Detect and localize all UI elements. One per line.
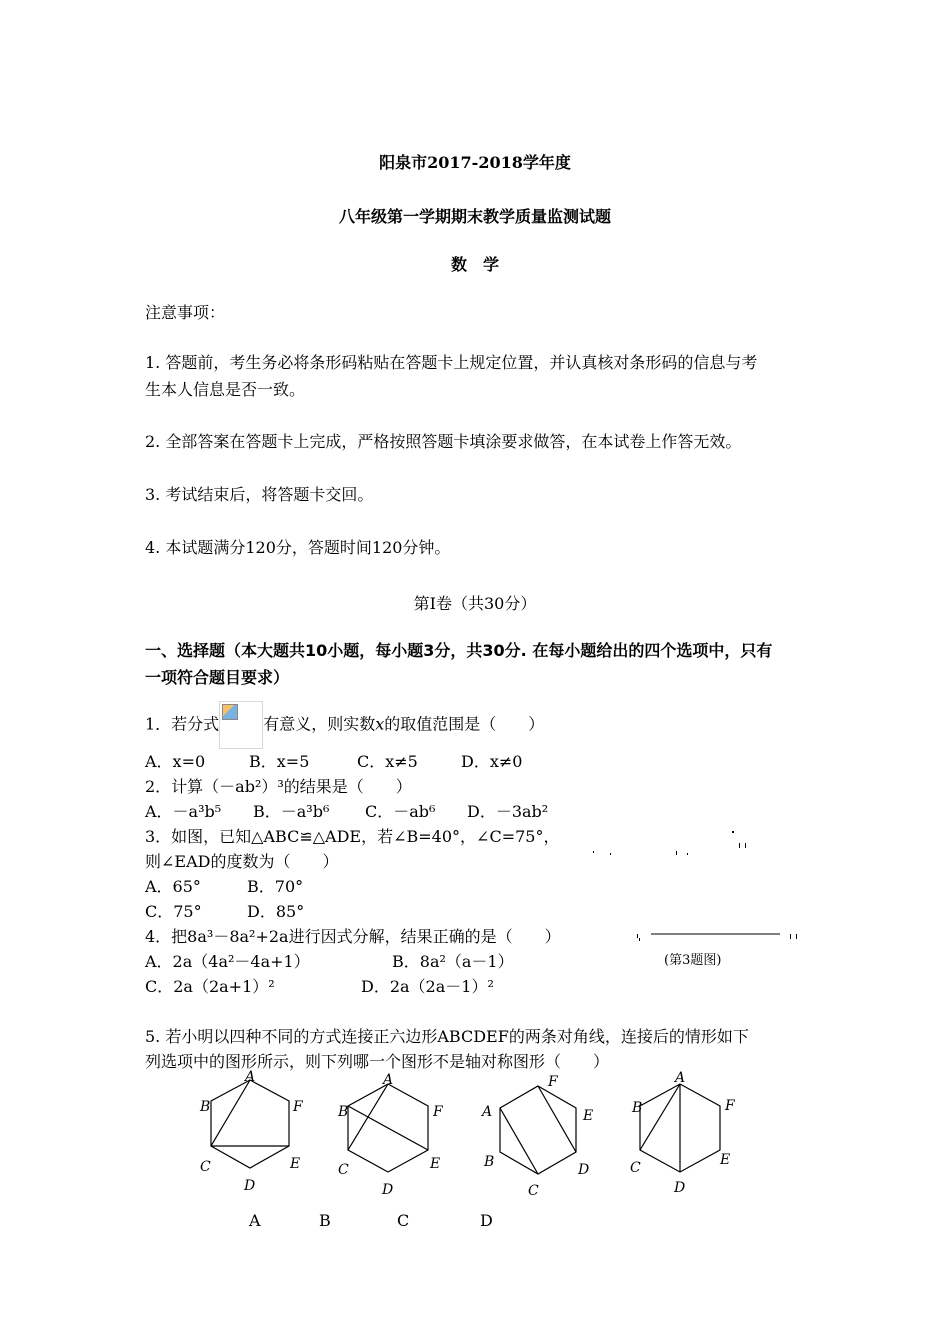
vertex-label: E bbox=[583, 1108, 594, 1124]
q1-option-a: A．x=0 bbox=[145, 752, 206, 771]
q3-option-a: A．65° bbox=[145, 877, 201, 896]
vertex-label: C bbox=[200, 1159, 211, 1175]
vertex-label: B bbox=[632, 1100, 643, 1116]
section-heading-line1: 一、选择题（本大题共10小题，每小题3分，共30分. 在每小题给出的四个选项中，只有 bbox=[145, 641, 773, 660]
q5-stem-a: 5. 若小明以四种不同的方式连接正六边形ABCDEF的两条对角线，连接后的情形如下 bbox=[145, 1027, 749, 1046]
figure-artifact bbox=[732, 831, 734, 833]
q5-option-label-b: B bbox=[319, 1211, 331, 1230]
q2-stem: 2．计算（－ab²）³的结果是（ ） bbox=[145, 777, 412, 796]
vertex-label: D bbox=[674, 1180, 686, 1196]
hexagon-d-diagonal-1 bbox=[640, 1084, 680, 1150]
hexagon-a bbox=[211, 1080, 289, 1168]
q1-option-c: C．x≠5 bbox=[357, 752, 418, 771]
q5-option-label-a: A bbox=[249, 1211, 261, 1230]
notice-item-3: 3. 考试结束后，将答题卡交回。 bbox=[145, 485, 374, 504]
hexagon-figures bbox=[190, 1068, 750, 1198]
vertex-label: C bbox=[528, 1183, 539, 1198]
exam-subject: 数 学 bbox=[450, 255, 499, 274]
q3-option-b: B．70° bbox=[247, 877, 304, 896]
figure-artifact bbox=[610, 853, 611, 855]
vertex-label: D bbox=[382, 1182, 394, 1198]
section-heading-line2: 一项符合题目要求） bbox=[145, 668, 290, 687]
figure-artifact bbox=[739, 843, 740, 848]
q4-option-c: C．2a（2a+1）² bbox=[145, 977, 275, 996]
figure-artifact bbox=[745, 843, 746, 848]
q5-option-label-c: C bbox=[397, 1211, 410, 1230]
vertex-label: E bbox=[430, 1156, 441, 1172]
figure-artifact bbox=[687, 853, 688, 855]
notice-heading: 注意事项： bbox=[145, 303, 226, 322]
q1-option-b: B．x=5 bbox=[249, 752, 310, 771]
q1-prefix: 1．若分式 bbox=[145, 714, 220, 734]
q2-option-d: D．－3ab² bbox=[467, 802, 549, 821]
vertex-label: B bbox=[484, 1154, 495, 1170]
vertex-label: A bbox=[383, 1072, 394, 1088]
notice-item-4: 4. 本试题满分120分，答题时间120分钟。 bbox=[145, 538, 451, 557]
q1-var: x bbox=[375, 714, 385, 734]
part1-title: 第Ⅰ卷（共30分） bbox=[413, 594, 537, 613]
q1-middle: 有意义，则实数 bbox=[263, 714, 376, 734]
q3-figure-caption: (第3题图) bbox=[664, 953, 722, 968]
q3-stem-b: 则∠EAD的度数为（ ） bbox=[145, 852, 339, 871]
q4-option-a: A．2a（4a²－4a+1） bbox=[145, 952, 310, 971]
vertex-label: D bbox=[578, 1162, 590, 1178]
figure-artifact bbox=[796, 934, 797, 939]
vertex-label: F bbox=[293, 1099, 303, 1115]
exam-title-line1: 阳泉市2017-2018学年度 bbox=[379, 153, 571, 172]
figure-artifact bbox=[676, 851, 677, 855]
q3-option-c: C．75° bbox=[145, 902, 202, 921]
hexagon-c-diagonal-2 bbox=[500, 1108, 538, 1174]
q5-stem-b: 列选项中的图形所示，则下列哪一个图形不是轴对称图形（ ） bbox=[145, 1052, 610, 1071]
vertex-label: E bbox=[290, 1156, 301, 1172]
vertex-label: F bbox=[548, 1074, 558, 1090]
question-1 bbox=[145, 701, 544, 749]
q1-option-d: D．x≠0 bbox=[461, 752, 523, 771]
vertex-label: C bbox=[630, 1160, 641, 1176]
hexagon-b-diagonal-2 bbox=[348, 1106, 428, 1150]
notice-item-1b: 生本人信息是否一致。 bbox=[145, 380, 306, 399]
vertex-label: F bbox=[433, 1104, 443, 1120]
q4-option-d: D．2a（2a－1）² bbox=[361, 977, 494, 996]
figure-artifact bbox=[639, 938, 640, 941]
figure-artifact bbox=[790, 934, 791, 939]
q4-option-b: B．8a²（a－1） bbox=[392, 952, 514, 971]
vertex-label: C bbox=[338, 1162, 349, 1178]
notice-item-2: 2. 全部答案在答题卡上完成，严格按照答题卡填涂要求做答，在本试卷上作答无效。 bbox=[145, 432, 742, 451]
vertex-label: B bbox=[338, 1104, 349, 1120]
q4-stem: 4．把8a³－8a²+2a进行因式分解，结果正确的是（ ） bbox=[145, 927, 561, 946]
vertex-label: B bbox=[200, 1099, 211, 1115]
section-heading bbox=[145, 637, 815, 691]
q2-option-a: A．－a³b⁵ bbox=[145, 802, 222, 821]
vertex-label: E bbox=[720, 1152, 731, 1168]
q2-option-b: B．－a³b⁶ bbox=[253, 802, 330, 821]
vertex-label: A bbox=[482, 1104, 493, 1120]
exam-title-line2: 八年级第一学期期末教学质量监测试题 bbox=[338, 207, 611, 226]
q5-option-label-d: D bbox=[480, 1211, 493, 1230]
fraction-image-icon bbox=[219, 701, 263, 749]
vertex-label: D bbox=[244, 1178, 256, 1194]
q1-suffix: 的取值范围是（ ） bbox=[384, 714, 545, 734]
vertex-label: F bbox=[725, 1098, 735, 1114]
q3-stem-a: 3．如图，已知△ABC≌△ADE，若∠B=40°，∠C=75°， bbox=[145, 827, 560, 846]
vertex-label: A bbox=[245, 1069, 256, 1085]
hexagon-c-diagonal-1 bbox=[538, 1086, 576, 1152]
q3-option-d: D．85° bbox=[247, 902, 305, 921]
vertex-label: A bbox=[675, 1070, 686, 1086]
notice-item-1a: 1. 答题前，考生务必将条形码粘贴在答题卡上规定位置，并认真核对条形码的信息与考 bbox=[145, 353, 758, 372]
hexagon-c bbox=[500, 1086, 576, 1174]
figure-artifact bbox=[593, 851, 594, 853]
figure-artifact bbox=[637, 934, 638, 938]
q2-option-c: C．－ab⁶ bbox=[365, 802, 436, 821]
